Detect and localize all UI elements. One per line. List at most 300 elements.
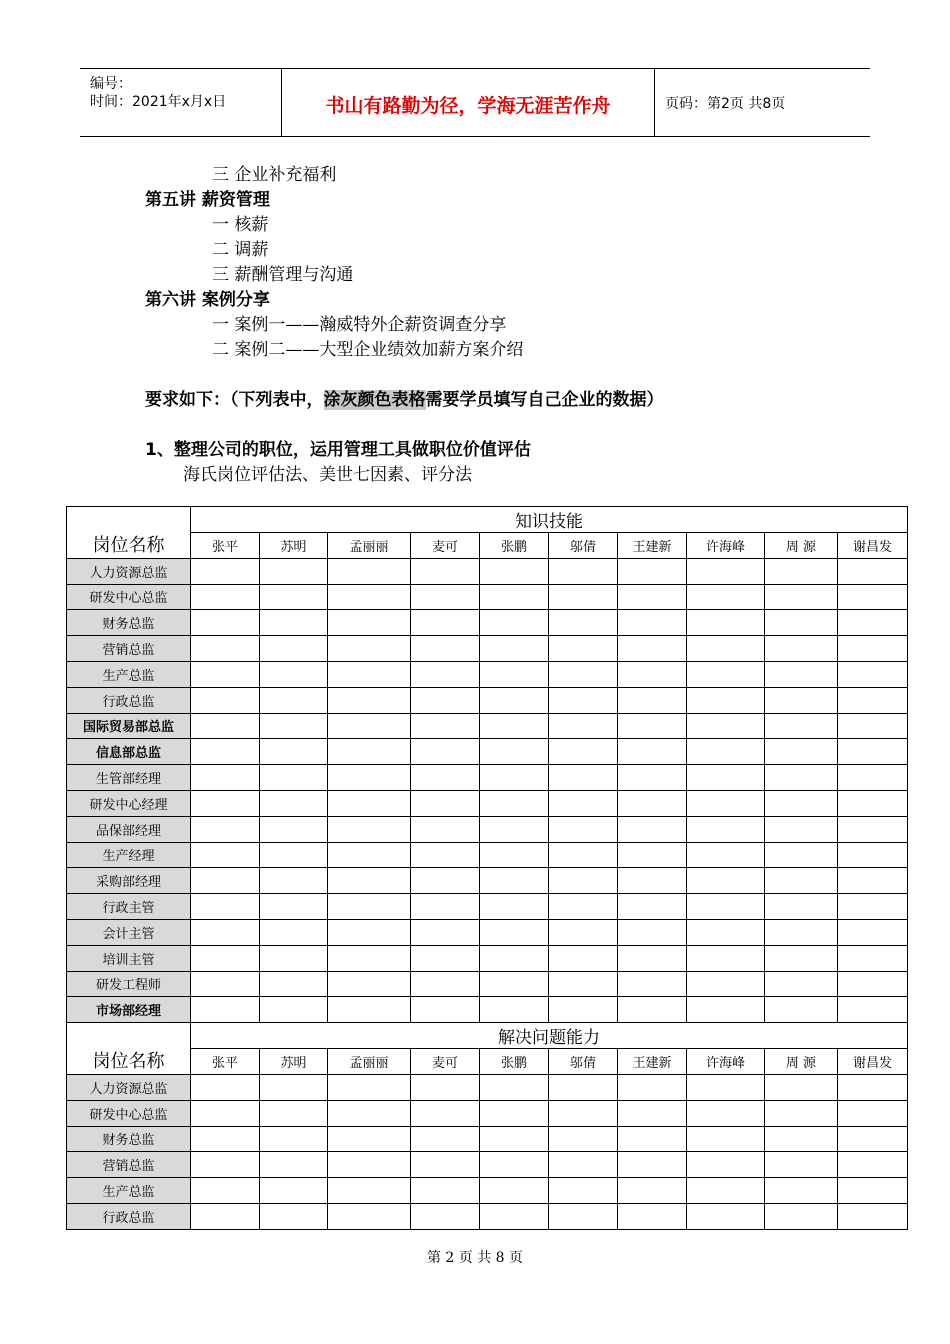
score-cell[interactable] bbox=[411, 945, 480, 971]
person-header: 许海峰 bbox=[687, 1049, 765, 1075]
score-cell[interactable] bbox=[687, 790, 765, 816]
score-cell[interactable] bbox=[480, 1203, 549, 1229]
score-cell[interactable] bbox=[411, 1126, 480, 1152]
lecture-heading: 第五讲 薪资管理 bbox=[145, 190, 270, 210]
score-cell[interactable] bbox=[191, 713, 260, 739]
score-cell[interactable] bbox=[328, 610, 411, 636]
score-cell[interactable] bbox=[618, 584, 687, 610]
score-cell[interactable] bbox=[328, 636, 411, 662]
position-name-cell: 行政总监 bbox=[67, 687, 191, 713]
score-cell[interactable] bbox=[838, 713, 908, 739]
score-cell[interactable] bbox=[191, 661, 260, 687]
score-cell[interactable] bbox=[549, 894, 618, 920]
score-cell[interactable] bbox=[191, 868, 260, 894]
position-name-cell: 生产经理 bbox=[67, 842, 191, 868]
score-cell[interactable] bbox=[328, 945, 411, 971]
score-cell[interactable] bbox=[618, 558, 687, 584]
score-cell[interactable] bbox=[191, 816, 260, 842]
score-cell[interactable] bbox=[411, 739, 480, 765]
score-cell[interactable] bbox=[480, 842, 549, 868]
score-cell[interactable] bbox=[687, 584, 765, 610]
score-cell[interactable] bbox=[838, 919, 908, 945]
score-cell[interactable] bbox=[328, 1178, 411, 1204]
score-cell[interactable] bbox=[328, 765, 411, 791]
score-cell[interactable] bbox=[480, 816, 549, 842]
score-cell[interactable] bbox=[411, 1152, 480, 1178]
score-cell[interactable] bbox=[260, 842, 328, 868]
score-cell[interactable] bbox=[260, 558, 328, 584]
score-cell[interactable] bbox=[765, 868, 838, 894]
score-cell[interactable] bbox=[411, 584, 480, 610]
score-cell[interactable] bbox=[328, 1152, 411, 1178]
score-cell[interactable] bbox=[260, 997, 328, 1023]
score-cell[interactable] bbox=[549, 610, 618, 636]
score-cell[interactable] bbox=[618, 1152, 687, 1178]
score-cell[interactable] bbox=[549, 790, 618, 816]
score-cell[interactable] bbox=[618, 868, 687, 894]
score-cell[interactable] bbox=[191, 1126, 260, 1152]
score-cell[interactable] bbox=[480, 919, 549, 945]
score-cell[interactable] bbox=[765, 945, 838, 971]
score-cell[interactable] bbox=[618, 739, 687, 765]
score-cell[interactable] bbox=[411, 919, 480, 945]
outline-item: 二 调薪 bbox=[212, 240, 269, 260]
score-cell[interactable] bbox=[765, 816, 838, 842]
person-header: 邬倩 bbox=[549, 1049, 618, 1075]
score-cell[interactable] bbox=[549, 661, 618, 687]
score-cell[interactable] bbox=[549, 558, 618, 584]
score-cell[interactable] bbox=[765, 661, 838, 687]
score-cell[interactable] bbox=[480, 584, 549, 610]
score-cell[interactable] bbox=[328, 894, 411, 920]
table-row bbox=[67, 610, 908, 636]
person-header: 张平 bbox=[191, 1049, 260, 1075]
score-cell[interactable] bbox=[838, 971, 908, 997]
score-cell[interactable] bbox=[260, 1203, 328, 1229]
person-header: 孟丽丽 bbox=[328, 1049, 411, 1075]
table-row bbox=[67, 1100, 908, 1126]
score-cell[interactable] bbox=[191, 1100, 260, 1126]
score-cell[interactable] bbox=[191, 1074, 260, 1100]
score-cell[interactable] bbox=[687, 739, 765, 765]
score-cell[interactable] bbox=[765, 1203, 838, 1229]
group-title-row bbox=[67, 1023, 908, 1049]
score-cell[interactable] bbox=[260, 1178, 328, 1204]
table-row bbox=[67, 1126, 908, 1152]
score-cell[interactable] bbox=[838, 636, 908, 662]
score-cell[interactable] bbox=[191, 558, 260, 584]
score-cell[interactable] bbox=[687, 1074, 765, 1100]
score-cell[interactable] bbox=[191, 1152, 260, 1178]
score-cell[interactable] bbox=[480, 661, 549, 687]
score-cell[interactable] bbox=[838, 1178, 908, 1204]
score-cell[interactable] bbox=[549, 945, 618, 971]
score-cell[interactable] bbox=[480, 790, 549, 816]
score-cell[interactable] bbox=[687, 765, 765, 791]
score-cell[interactable] bbox=[549, 1178, 618, 1204]
score-cell[interactable] bbox=[411, 636, 480, 662]
score-cell[interactable] bbox=[618, 842, 687, 868]
position-name-header: 岗位名称 bbox=[67, 1023, 191, 1075]
score-cell[interactable] bbox=[191, 919, 260, 945]
score-cell[interactable] bbox=[765, 971, 838, 997]
score-cell[interactable] bbox=[765, 713, 838, 739]
score-cell[interactable] bbox=[480, 1074, 549, 1100]
score-cell[interactable] bbox=[191, 765, 260, 791]
score-cell[interactable] bbox=[260, 739, 328, 765]
factor-group-title: 解决问题能力 bbox=[191, 1023, 908, 1049]
score-cell[interactable] bbox=[411, 997, 480, 1023]
score-cell[interactable] bbox=[260, 1152, 328, 1178]
score-cell[interactable] bbox=[838, 739, 908, 765]
score-cell[interactable] bbox=[549, 687, 618, 713]
score-cell[interactable] bbox=[618, 1203, 687, 1229]
score-cell[interactable] bbox=[411, 842, 480, 868]
score-cell[interactable] bbox=[480, 1100, 549, 1126]
score-cell[interactable] bbox=[411, 713, 480, 739]
number-label: 编号： bbox=[90, 76, 132, 92]
table-row bbox=[67, 842, 908, 868]
score-cell[interactable] bbox=[260, 687, 328, 713]
table-row bbox=[67, 739, 908, 765]
score-cell[interactable] bbox=[480, 894, 549, 920]
position-name-cell: 生管部经理 bbox=[67, 765, 191, 791]
score-cell[interactable] bbox=[191, 636, 260, 662]
score-cell[interactable] bbox=[765, 842, 838, 868]
table-row bbox=[67, 636, 908, 662]
score-cell[interactable] bbox=[328, 790, 411, 816]
score-cell[interactable] bbox=[838, 610, 908, 636]
score-cell[interactable] bbox=[480, 687, 549, 713]
table-row bbox=[67, 558, 908, 584]
score-cell[interactable] bbox=[765, 919, 838, 945]
person-header: 王建新 bbox=[618, 533, 687, 559]
score-cell[interactable] bbox=[411, 1074, 480, 1100]
score-cell[interactable] bbox=[838, 816, 908, 842]
date-label: 时间：2021年x月x日 bbox=[90, 94, 227, 110]
score-cell[interactable] bbox=[765, 1074, 838, 1100]
score-cell[interactable] bbox=[191, 842, 260, 868]
score-cell[interactable] bbox=[687, 945, 765, 971]
score-cell[interactable] bbox=[549, 868, 618, 894]
position-name-cell: 培训主管 bbox=[67, 945, 191, 971]
score-cell[interactable] bbox=[549, 765, 618, 791]
score-cell[interactable] bbox=[687, 610, 765, 636]
table-row bbox=[67, 894, 908, 920]
score-cell[interactable] bbox=[260, 919, 328, 945]
score-cell[interactable] bbox=[549, 971, 618, 997]
score-cell[interactable] bbox=[191, 687, 260, 713]
score-cell[interactable] bbox=[191, 739, 260, 765]
group-title-row bbox=[67, 507, 908, 533]
score-cell[interactable] bbox=[549, 816, 618, 842]
score-cell[interactable] bbox=[765, 1152, 838, 1178]
score-cell[interactable] bbox=[480, 1126, 549, 1152]
score-cell[interactable] bbox=[618, 816, 687, 842]
score-cell[interactable] bbox=[549, 1126, 618, 1152]
table-row bbox=[67, 687, 908, 713]
score-cell[interactable] bbox=[260, 1126, 328, 1152]
score-cell[interactable] bbox=[549, 713, 618, 739]
position-name-cell: 采购部经理 bbox=[67, 868, 191, 894]
score-cell[interactable] bbox=[411, 687, 480, 713]
position-name-cell: 研发工程师 bbox=[67, 971, 191, 997]
score-cell[interactable] bbox=[328, 687, 411, 713]
score-cell[interactable] bbox=[549, 1152, 618, 1178]
score-cell[interactable] bbox=[765, 894, 838, 920]
score-cell[interactable] bbox=[687, 816, 765, 842]
score-cell[interactable] bbox=[838, 584, 908, 610]
score-cell[interactable] bbox=[480, 997, 549, 1023]
score-cell[interactable] bbox=[618, 1178, 687, 1204]
position-name-cell: 市场部经理 bbox=[67, 997, 191, 1023]
score-cell[interactable] bbox=[838, 868, 908, 894]
score-cell[interactable] bbox=[618, 894, 687, 920]
score-cell[interactable] bbox=[838, 661, 908, 687]
person-header: 谢昌发 bbox=[838, 533, 908, 559]
score-cell[interactable] bbox=[328, 1074, 411, 1100]
score-cell[interactable] bbox=[549, 1100, 618, 1126]
outline-item: 二 案例二——大型企业绩效加薪方案介绍 bbox=[212, 340, 524, 360]
score-cell[interactable] bbox=[687, 1126, 765, 1152]
score-cell[interactable] bbox=[260, 584, 328, 610]
score-cell[interactable] bbox=[411, 1178, 480, 1204]
score-cell[interactable] bbox=[765, 584, 838, 610]
position-name-cell: 研发中心经理 bbox=[67, 790, 191, 816]
person-header: 麦可 bbox=[411, 1049, 480, 1075]
score-cell[interactable] bbox=[838, 558, 908, 584]
header-center-cell bbox=[282, 69, 655, 136]
score-cell[interactable] bbox=[687, 919, 765, 945]
score-cell[interactable] bbox=[260, 894, 328, 920]
score-cell[interactable] bbox=[618, 687, 687, 713]
score-cell[interactable] bbox=[687, 1100, 765, 1126]
score-cell[interactable] bbox=[549, 1074, 618, 1100]
score-cell[interactable] bbox=[328, 868, 411, 894]
score-cell[interactable] bbox=[838, 997, 908, 1023]
score-cell[interactable] bbox=[328, 997, 411, 1023]
score-cell[interactable] bbox=[687, 997, 765, 1023]
score-cell[interactable] bbox=[260, 610, 328, 636]
score-cell[interactable] bbox=[480, 1178, 549, 1204]
score-cell[interactable] bbox=[411, 790, 480, 816]
score-cell[interactable] bbox=[549, 919, 618, 945]
score-cell[interactable] bbox=[328, 842, 411, 868]
score-cell[interactable] bbox=[549, 997, 618, 1023]
factor-group-title: 知识技能 bbox=[191, 507, 908, 533]
score-cell[interactable] bbox=[480, 739, 549, 765]
score-cell[interactable] bbox=[765, 610, 838, 636]
score-cell[interactable] bbox=[765, 687, 838, 713]
score-cell[interactable] bbox=[260, 816, 328, 842]
requirement-suffix: 需要学员填写自己企业的数据） bbox=[425, 390, 664, 410]
score-cell[interactable] bbox=[480, 868, 549, 894]
score-cell[interactable] bbox=[480, 558, 549, 584]
score-cell[interactable] bbox=[328, 558, 411, 584]
score-cell[interactable] bbox=[411, 558, 480, 584]
person-header: 邬倩 bbox=[549, 533, 618, 559]
score-cell[interactable] bbox=[838, 945, 908, 971]
score-cell[interactable] bbox=[328, 1126, 411, 1152]
score-cell[interactable] bbox=[687, 1152, 765, 1178]
score-cell[interactable] bbox=[191, 971, 260, 997]
score-cell[interactable] bbox=[687, 971, 765, 997]
score-cell[interactable] bbox=[765, 790, 838, 816]
score-cell[interactable] bbox=[618, 971, 687, 997]
score-cell[interactable] bbox=[411, 765, 480, 791]
score-cell[interactable] bbox=[260, 945, 328, 971]
score-cell[interactable] bbox=[260, 971, 328, 997]
score-cell[interactable] bbox=[618, 1100, 687, 1126]
score-cell[interactable] bbox=[687, 558, 765, 584]
score-cell[interactable] bbox=[765, 1100, 838, 1126]
score-cell[interactable] bbox=[260, 790, 328, 816]
score-cell[interactable] bbox=[549, 636, 618, 662]
score-cell[interactable] bbox=[191, 894, 260, 920]
score-cell[interactable] bbox=[328, 713, 411, 739]
score-cell[interactable] bbox=[838, 1074, 908, 1100]
score-cell[interactable] bbox=[618, 636, 687, 662]
score-cell[interactable] bbox=[618, 790, 687, 816]
score-cell[interactable] bbox=[480, 765, 549, 791]
position-name-cell: 营销总监 bbox=[67, 636, 191, 662]
score-cell[interactable] bbox=[618, 1074, 687, 1100]
score-cell[interactable] bbox=[480, 610, 549, 636]
score-cell[interactable] bbox=[191, 1178, 260, 1204]
page-header bbox=[80, 68, 870, 137]
score-cell[interactable] bbox=[765, 1178, 838, 1204]
score-cell[interactable] bbox=[328, 661, 411, 687]
score-cell[interactable] bbox=[191, 790, 260, 816]
score-cell[interactable] bbox=[260, 765, 328, 791]
score-cell[interactable] bbox=[687, 713, 765, 739]
position-name-cell: 会计主管 bbox=[67, 919, 191, 945]
position-name-cell: 研发中心总监 bbox=[67, 584, 191, 610]
score-cell[interactable] bbox=[549, 584, 618, 610]
score-cell[interactable] bbox=[618, 661, 687, 687]
score-cell[interactable] bbox=[480, 971, 549, 997]
people-header-row bbox=[67, 1049, 908, 1075]
score-cell[interactable] bbox=[838, 1203, 908, 1229]
score-cell[interactable] bbox=[618, 765, 687, 791]
score-cell[interactable] bbox=[618, 919, 687, 945]
score-cell[interactable] bbox=[618, 610, 687, 636]
position-name-cell: 行政主管 bbox=[67, 894, 191, 920]
score-cell[interactable] bbox=[687, 1203, 765, 1229]
score-cell[interactable] bbox=[260, 661, 328, 687]
score-cell[interactable] bbox=[838, 790, 908, 816]
score-cell[interactable] bbox=[549, 842, 618, 868]
score-cell[interactable] bbox=[838, 1126, 908, 1152]
score-cell[interactable] bbox=[191, 584, 260, 610]
score-cell[interactable] bbox=[687, 842, 765, 868]
score-cell[interactable] bbox=[411, 661, 480, 687]
person-header: 周 源 bbox=[765, 533, 838, 559]
person-header: 许海峰 bbox=[687, 533, 765, 559]
score-cell[interactable] bbox=[838, 1100, 908, 1126]
score-cell[interactable] bbox=[687, 661, 765, 687]
score-cell[interactable] bbox=[411, 1100, 480, 1126]
score-cell[interactable] bbox=[618, 997, 687, 1023]
score-cell[interactable] bbox=[480, 945, 549, 971]
score-cell[interactable] bbox=[191, 1203, 260, 1229]
score-cell[interactable] bbox=[765, 739, 838, 765]
score-cell[interactable] bbox=[411, 816, 480, 842]
person-header: 张鹏 bbox=[480, 533, 549, 559]
position-name-cell: 研发中心总监 bbox=[67, 1100, 191, 1126]
score-cell[interactable] bbox=[838, 687, 908, 713]
score-cell[interactable] bbox=[480, 1152, 549, 1178]
page-indicator: 页码：第2页 共8页 bbox=[665, 96, 786, 112]
requirement-note bbox=[145, 385, 664, 410]
score-cell[interactable] bbox=[687, 636, 765, 662]
score-cell[interactable] bbox=[549, 1203, 618, 1229]
table-row bbox=[67, 868, 908, 894]
score-cell[interactable] bbox=[838, 1152, 908, 1178]
score-cell[interactable] bbox=[328, 1100, 411, 1126]
score-cell[interactable] bbox=[765, 997, 838, 1023]
table-row bbox=[67, 1203, 908, 1229]
score-cell[interactable] bbox=[618, 713, 687, 739]
score-cell[interactable] bbox=[260, 636, 328, 662]
score-cell[interactable] bbox=[838, 765, 908, 791]
table-row bbox=[67, 765, 908, 791]
score-cell[interactable] bbox=[328, 816, 411, 842]
position-name-cell: 营销总监 bbox=[67, 1152, 191, 1178]
table-row bbox=[67, 1074, 908, 1100]
score-cell[interactable] bbox=[191, 997, 260, 1023]
person-header: 麦可 bbox=[411, 533, 480, 559]
score-cell[interactable] bbox=[328, 1203, 411, 1229]
score-cell[interactable] bbox=[687, 687, 765, 713]
score-cell[interactable] bbox=[765, 1126, 838, 1152]
score-cell[interactable] bbox=[838, 842, 908, 868]
score-cell[interactable] bbox=[687, 894, 765, 920]
score-cell[interactable] bbox=[618, 945, 687, 971]
score-cell[interactable] bbox=[411, 894, 480, 920]
score-cell[interactable] bbox=[328, 584, 411, 610]
position-name-cell: 品保部经理 bbox=[67, 816, 191, 842]
score-cell[interactable] bbox=[411, 971, 480, 997]
score-cell[interactable] bbox=[687, 868, 765, 894]
score-cell[interactable] bbox=[765, 558, 838, 584]
score-cell[interactable] bbox=[838, 894, 908, 920]
score-cell[interactable] bbox=[549, 739, 618, 765]
score-cell[interactable] bbox=[328, 971, 411, 997]
score-cell[interactable] bbox=[411, 610, 480, 636]
score-cell[interactable] bbox=[328, 919, 411, 945]
score-cell[interactable] bbox=[328, 739, 411, 765]
score-cell[interactable] bbox=[260, 868, 328, 894]
table-row bbox=[67, 713, 908, 739]
header-right-cell bbox=[655, 69, 870, 136]
score-cell[interactable] bbox=[411, 868, 480, 894]
score-cell[interactable] bbox=[411, 1203, 480, 1229]
score-cell[interactable] bbox=[618, 1126, 687, 1152]
score-cell[interactable] bbox=[260, 713, 328, 739]
score-cell[interactable] bbox=[480, 636, 549, 662]
score-cell[interactable] bbox=[260, 1074, 328, 1100]
score-cell[interactable] bbox=[260, 1100, 328, 1126]
score-cell[interactable] bbox=[687, 1178, 765, 1204]
table-row bbox=[67, 919, 908, 945]
score-cell[interactable] bbox=[765, 636, 838, 662]
score-cell[interactable] bbox=[191, 610, 260, 636]
table-row bbox=[67, 584, 908, 610]
score-cell[interactable] bbox=[480, 713, 549, 739]
score-cell[interactable] bbox=[191, 945, 260, 971]
score-cell[interactable] bbox=[765, 765, 838, 791]
